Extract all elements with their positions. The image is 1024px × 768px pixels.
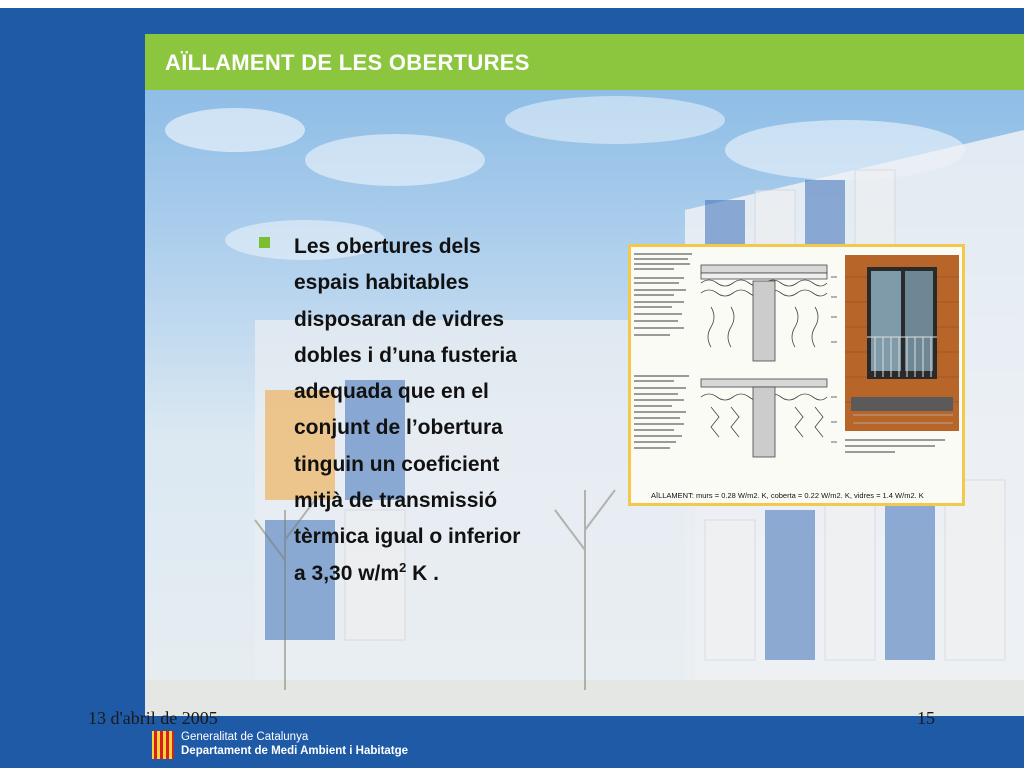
body-line: dobles i d’una fusteria (294, 343, 517, 367)
body-line-text: a 3,30 w/m (294, 561, 400, 585)
construction-detail-figure (628, 244, 965, 506)
slide-title: AÏLLAMENT DE LES OBERTURES (165, 50, 530, 75)
figure-caption: AÏLLAMENT: murs = 0.28 W/m2. K, coberta = 0.22 W/m2. K, vidres = 1.4 W/m2. K (651, 491, 924, 500)
left-blue-band (8, 8, 145, 720)
body-line-suffix: K . (406, 561, 439, 585)
bullet-marker (259, 237, 270, 248)
body-line: mitjà de transmissió (294, 489, 498, 513)
slide-date: 13 d'abril de 2005 (88, 708, 218, 728)
body-line: espais habitables (294, 271, 470, 295)
generalitat-logo-icon (152, 731, 174, 759)
detail-drawing (631, 247, 962, 503)
body-line: tinguin un coeficient (294, 452, 500, 476)
body-paragraph (294, 229, 594, 592)
department-name: Departament de Medi Ambient i Habitatge (181, 745, 409, 757)
top-frame (0, 0, 1024, 8)
body-line-last (294, 556, 594, 592)
body-line: Les obertures dels (294, 235, 481, 258)
body-line: tèrmica igual o inferior (294, 525, 521, 549)
page-number: 15 (917, 708, 935, 728)
body-line: adequada que en el (294, 380, 489, 404)
body-line: disposaran de vidres (294, 307, 505, 331)
superscript: 2 (399, 559, 407, 575)
body-line: conjunt de l’obertura (294, 416, 503, 440)
org-name: Generalitat de Catalunya (181, 731, 309, 743)
